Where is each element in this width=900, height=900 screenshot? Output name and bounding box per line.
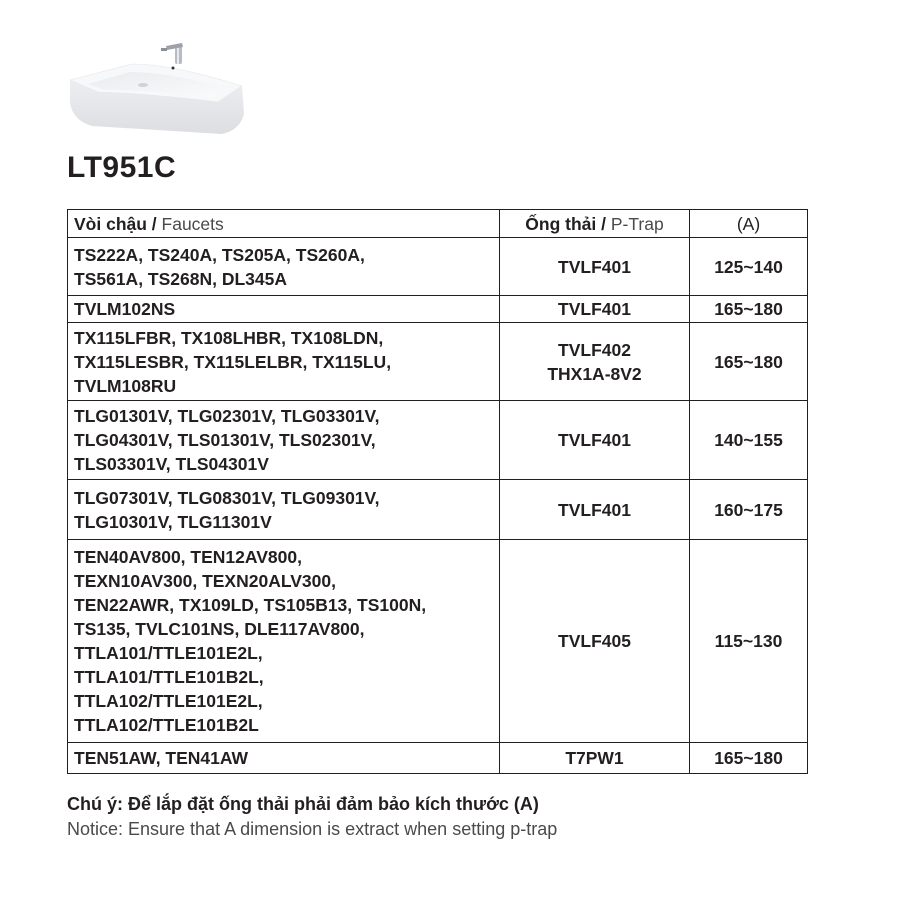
faucet-line: TX115LESBR, TX115LELBR, TX115LU, xyxy=(74,351,392,372)
table-row xyxy=(68,238,808,296)
cell-dimension-a: 160~175 xyxy=(690,480,808,540)
cell-faucets xyxy=(68,540,500,743)
ptrap-line: T7PW1 xyxy=(565,748,624,768)
faucet-line: TEN40AV800, TEN12AV800, xyxy=(74,547,302,567)
table-body xyxy=(68,238,808,774)
faucet-line: TX115LFBR, TX108LHBR, TX108LDN, xyxy=(74,327,384,348)
product-image-washbasin xyxy=(62,30,262,140)
faucet-line: TS222A, TS240A, TS205A, TS260A, xyxy=(74,244,365,265)
cell-dimension-a: 125~140 xyxy=(690,238,808,296)
table-row xyxy=(68,743,808,774)
cell-dimension-a: 165~180 xyxy=(690,743,808,774)
cell-dimension-a: 165~180 xyxy=(690,323,808,401)
faucet-line: TLG10301V, TLG11301V xyxy=(74,511,272,532)
faucet-line: TTLA102/TTLE101E2L, xyxy=(74,691,263,711)
table-header-row xyxy=(68,210,808,238)
table-row xyxy=(68,540,808,743)
ptrap-line: TVLF401 xyxy=(558,430,631,450)
cell-ptrap xyxy=(500,323,690,401)
faucet-line: TLG04301V, TLS01301V, TLS02301V, xyxy=(74,430,376,450)
faucet-line: TEN22AWR, TX109LD, TS105B13, TS100N, xyxy=(74,595,427,615)
faucet-line: TLG01301V, TLG02301V, TLG03301V, xyxy=(74,406,380,426)
cell-faucets xyxy=(68,238,500,296)
cell-faucets xyxy=(68,480,500,540)
faucet-line: TVLM108RU xyxy=(74,375,177,396)
ptrap-line: TVLF401 xyxy=(558,299,631,319)
cell-faucets xyxy=(68,401,500,480)
table-row xyxy=(68,296,808,323)
ptrap-line: THX1A-8V2 xyxy=(547,363,642,384)
cell-ptrap xyxy=(500,296,690,323)
faucet-line: TLG07301V, TLG08301V, TLG09301V, xyxy=(74,487,380,508)
cell-faucets xyxy=(68,323,500,401)
note-english: Notice: Ensure that A dimension is extract when setting p-trap xyxy=(67,819,558,839)
ptrap-line: TVLF401 xyxy=(558,256,631,277)
faucet-line: TTLA101/TTLE101B2L, xyxy=(74,667,264,687)
cell-dimension-a: 140~155 xyxy=(690,401,808,480)
table-row xyxy=(68,480,808,540)
faucet-line: TVLM102NS xyxy=(74,299,176,319)
product-model-title: LT951C xyxy=(67,151,177,184)
faucet-line: TS135, TVLC101NS, DLE117AV800, xyxy=(74,619,365,639)
cell-faucets xyxy=(68,296,500,323)
faucet-line: TEXN10AV300, TEXN20ALV300, xyxy=(74,571,336,591)
faucet-line: TTLA102/TTLE101B2L xyxy=(74,715,259,735)
compatibility-table xyxy=(67,209,808,774)
cell-ptrap xyxy=(500,401,690,480)
header-ptrap: Ống thải / P-Trap xyxy=(500,210,690,238)
cell-faucets xyxy=(68,743,500,774)
ptrap-line: TVLF401 xyxy=(558,499,631,520)
faucet-line: TTLA101/TTLE101E2L, xyxy=(74,643,263,663)
header-dimension-a: (A) xyxy=(690,210,808,238)
faucet-line: TLS03301V, TLS04301V xyxy=(74,454,269,474)
washbasin-icon xyxy=(62,30,262,140)
cell-ptrap xyxy=(500,480,690,540)
faucet-line: TS561A, TS268N, DL345A xyxy=(74,268,288,289)
table-row xyxy=(68,401,808,480)
ptrap-line: TVLF405 xyxy=(558,631,631,651)
cell-dimension-a: 115~130 xyxy=(690,540,808,743)
cell-ptrap xyxy=(500,743,690,774)
cell-dimension-a: 165~180 xyxy=(690,296,808,323)
cell-ptrap xyxy=(500,238,690,296)
table-row xyxy=(68,323,808,401)
ptrap-line: TVLF402 xyxy=(558,339,631,360)
note-vietnamese: Chú ý: Để lắp đặt ống thải phải đảm bảo kích thước (A) xyxy=(67,794,539,814)
installation-note xyxy=(67,792,557,842)
faucet-line: TEN51AW, TEN41AW xyxy=(74,748,249,768)
cell-ptrap xyxy=(500,540,690,743)
header-faucets: Vòi chậu / Faucets xyxy=(68,210,500,238)
